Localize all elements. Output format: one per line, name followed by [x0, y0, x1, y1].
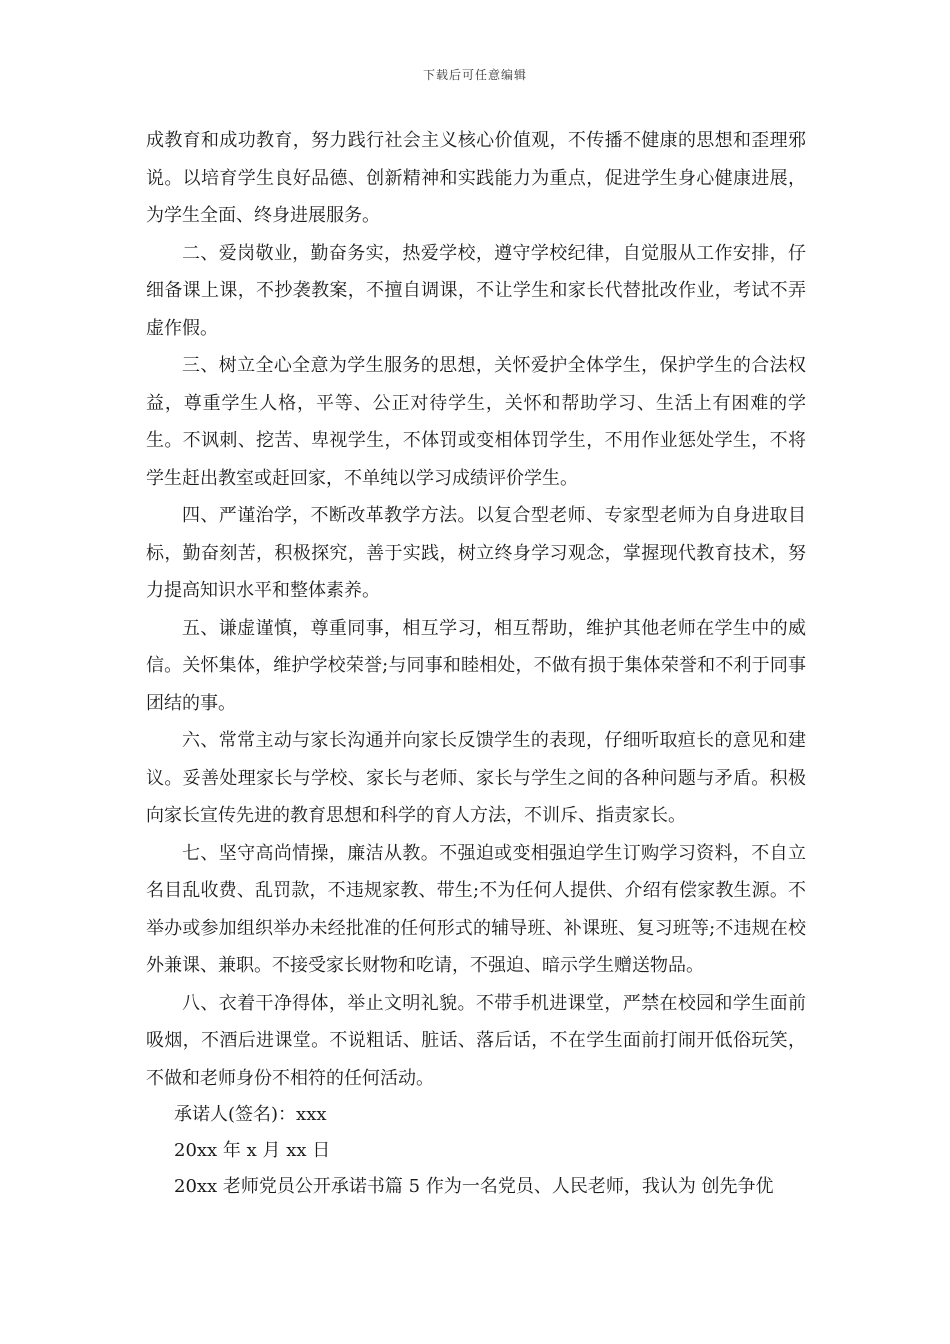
paragraph-item-5: 五、谦虚谨慎，尊重同事，相互学习，相互帮助，维护其他老师在学生中的威信。关怀集体，维护学校荣誉;与同事和睦相处，不做有损于集体荣誉和不利于同事团结的事。	[146, 617, 806, 714]
paragraph-item-7: 七、坚守高尚情操，廉洁从教。不强迫或变相强迫学生订购学习资料，不自立名目乱收费、乱罚款，不违规家教、带生;不为任何人提供、介绍有偿家教生源。不举办或参加组织举办未经批准的任何形式的辅导班、补课班、复习班等;不违规在校外兼课、兼职。不接受家长财物和吃请，不强迫、暗示学生赠送物品。	[146, 842, 806, 976]
paragraph-item-6: 六、常常主动与家长沟通并向家长反馈学生的表现，仔细听取疸长的意见和建议。妥善处理家长与学校、家长与老师、家长与学生之间的各种问题与矛盾。积极向家长宣传先进的教育思想和科学的育人方法，不训斥、指责家长。	[146, 730, 806, 826]
next-section-heading: 20xx 老师党员公开承诺书篇 5 作为一名党员、人民老师，我认为 创先争优	[174, 1176, 774, 1197]
paragraph-item-2: 二、爱岗敬业，勤奋务实，热爱学校，遵守学校纪律，自觉服从工作安排，仔细备课上课，不抄袭教案，不擅自调课，不让学生和家长代替批改作业，考试不弄虚作假。	[146, 242, 806, 339]
header-note: 下载后可任意编辑	[422, 68, 527, 82]
paragraph-continuation: 成教育和成功教育，努力践行社会主义核心价值观，不传播不健康的思想和歪理邪说。以培育学生良好品德、创新精神和实践能力为重点，促进学生身心健康进展，为学生全面、终身进展服务。	[146, 130, 806, 226]
paragraph-item-8: 八、衣着干净得体，举止文明礼貌。不带手机进课堂，严禁在校园和学生面前吸烟，不酒后进课堂。不说粗话、脏话、落后话，不在学生面前打闹开低俗玩笑，不做和老师身份不相符的任何活动。	[146, 992, 806, 1089]
paragraph-item-4: 四、严谨治学，不断改革教学方法。以复合型老师、专家型老师为自身进取目标，勤奋刻苦，积极探究，善于实践，树立终身学习观念，掌握现代教育技术，努力提高知识水平和整体素养。	[146, 505, 806, 601]
date-line: 20xx 年 x 月 xx 日	[174, 1140, 331, 1161]
paragraph-item-3: 三、树立全心全意为学生服务的思想，关怀爱护全体学生，保护学生的合法权益，尊重学生人格，平等、公正对待学生，关怀和帮助学习、生活上有困难的学生。不讽刺、挖苦、卑视学生，不体罚或变相体罚学生，不用作业惩处学生，不将学生赶出教室或赶回家，不单纯以学习成绩评价学生。	[146, 355, 806, 489]
signer-line: 承诺人(签名)：xxx	[174, 1104, 327, 1125]
document-body	[146, 122, 806, 1205]
